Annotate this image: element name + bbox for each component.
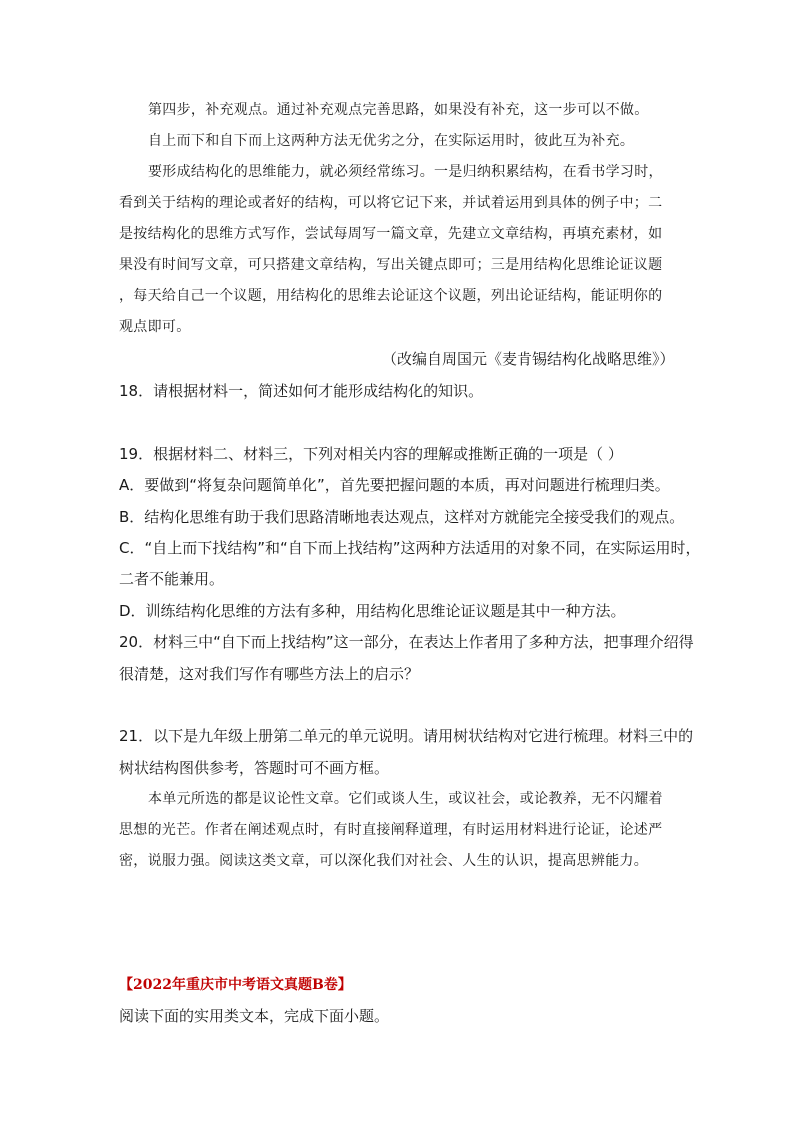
passage-line-2: 自上而下和自下而上这两种方法无优劣之分，在实际运用时，彼此互为补充。 [148, 133, 635, 149]
passage-line-1: 第四步，补充观点。通过补充观点完善思路，如果没有补充，这一步可以不做。 [148, 102, 649, 118]
question-20-cont: 很清楚，这对我们写作有哪些方法上的启示？ [119, 665, 420, 683]
question-19-option-c: C．“自上而下找结构”和“自下而上找结构”这两种方法适用的对象不同，在实际运用时， [119, 539, 701, 557]
question-19: 19．根据材料二、材料三，下列对相关内容的理解或推断正确的一项是（ ） [119, 445, 623, 463]
passage-line-3: 要形成结构化的思维能力，就必须经常练习。一是归纳积累结构，在看书学习时， [148, 164, 663, 180]
passage-line-5: 是按结构化的思维方式写作，尝试每周写一篇文章，先建立文章结构，再填充素材，如 [119, 226, 663, 242]
passage-line-4: 看到关于结构的理论或者好的结构，可以将它记下来，并试着运用到具体的例子中；二 [119, 195, 663, 211]
question-19-option-b: B．结构化思维有助于我们思路清晰地表达观点，这样对方就能完全接受我们的观点。 [119, 508, 685, 526]
exam-source-tag: 【2022年重庆市中考语文真题B卷】 [119, 977, 352, 993]
section-instruction: 阅读下面的实用类文本，完成下面小题。 [119, 1007, 390, 1025]
passage-source: （改编自周国元《麦肯锡结构化战略思维》） [382, 350, 675, 368]
question-20: 20．材料三中“自下而上找结构”这一部分，在表达上作者用了多种方法，把事理介绍得 [119, 633, 694, 651]
unit-note-line-3: 密，说服力强。阅读这类文章，可以深化我们对社会、人生的认识，提高思辨能力。 [119, 853, 649, 869]
question-21-cont: 树状结构图供参考，答题时可不画方框。 [119, 759, 390, 777]
question-18: 18．请根据材料一，简述如何才能形成结构化的知识。 [119, 382, 484, 400]
question-21: 21．以下是九年级上册第二单元的单元说明。请用树状结构对它进行梳理。材料三中的 [119, 727, 694, 745]
unit-note-line-1: 本单元所选的都是议论性文章。它们或谈人生，或议社会，或论教养，无不闪耀着 [148, 791, 663, 807]
unit-note-line-2: 思想的光芒。作者在阐述观点时，有时直接阐释道理，有时运用材料进行论证，论述严 [119, 822, 663, 838]
passage-line-7: ，每天给自己一个议题，用结构化的思维去论证这个议题，列出论证结构，能证明你的 [119, 288, 663, 304]
passage-line-6: 果没有时间写文章，可只搭建文章结构，写出关键点即可；三是用结构化思维论证议题 [119, 257, 663, 273]
passage-line-8: 观点即可。 [119, 319, 191, 335]
question-19-option-c-cont: 二者不能兼用。 [119, 570, 225, 588]
question-19-option-d: D．训练结构化思维的方法有多种，用结构化思维论证议题是其中一种方法。 [119, 602, 626, 620]
question-19-option-a: A．要做到“将复杂问题简单化”，首先要把握问题的本质，再对问题进行梳理归类。 [119, 476, 670, 494]
